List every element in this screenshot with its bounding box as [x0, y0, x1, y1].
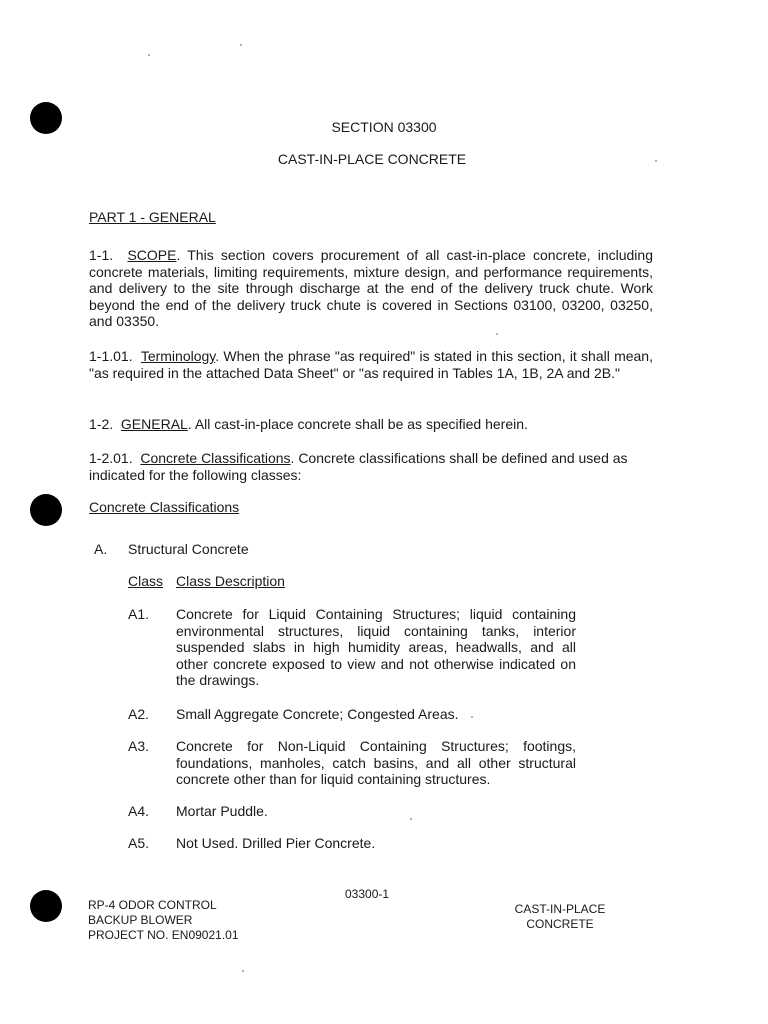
class-column-header: Class	[128, 573, 164, 589]
part-heading: PART 1 - GENERAL	[89, 209, 216, 225]
scan-speck	[496, 333, 498, 335]
class-description: Small Aggregate Concrete; Congested Areas.	[176, 706, 459, 722]
class-description: Not Used. Drilled Pier Concrete.	[176, 835, 376, 851]
footer-right	[505, 902, 615, 932]
class-code: A1.	[128, 606, 150, 622]
scan-speck	[242, 970, 244, 972]
paragraph-classifications	[89, 450, 653, 483]
paragraph-label: Concrete Classifications	[140, 450, 291, 466]
class-description: Mortar Puddle.	[176, 803, 268, 819]
paragraph-number: 1-2.	[89, 416, 114, 432]
footer-section-title-1: CAST-IN-PLACE	[514, 902, 606, 916]
class-code: A5.	[128, 835, 150, 851]
class-code: A3.	[128, 738, 150, 754]
scan-speck	[240, 44, 242, 46]
paragraph-label: GENERAL	[120, 416, 188, 432]
paragraph-label: SCOPE	[127, 247, 177, 263]
class-code: A4.	[128, 803, 150, 819]
binder-hole-bottom	[30, 890, 62, 922]
paragraph-text: . When the phrase "as required" is stated in this section, it shall mean, "as required in the attached Data Sheet" or "as required in Tables 1A, 1B, 2A and 2B."	[89, 348, 653, 381]
structural-letter: A.	[94, 541, 108, 557]
footer-left	[88, 898, 239, 943]
paragraph-number: 1-1.01.	[89, 348, 133, 364]
footer-project-sub: BACKUP BLOWER	[88, 913, 193, 927]
page-number: 03300-1	[345, 887, 390, 901]
paragraph-number: 1-2.01.	[89, 450, 133, 466]
paragraph-text: . This section covers procurement of all cast-in-place concrete, including concrete materials, limiting requirements, mixture design, and performance requirements, and delivery to the site through discharge at the end of the delivery truck chute. Work beyond the end of the delivery truck chute is covered in Sections 03100, 03200, 03250, and 03350.	[89, 247, 653, 329]
classifications-subheading: Concrete Classifications	[89, 499, 240, 515]
structural-title: Structural Concrete	[128, 541, 249, 557]
paragraph-label: Terminology	[140, 348, 216, 364]
paragraph-text: . All cast-in-place concrete shall be as specified herein.	[187, 416, 528, 432]
class-description-column-header: Class Description	[176, 573, 285, 589]
paragraph-text: . Concrete classifications shall be defined and used as indicated for the following classes:	[89, 450, 628, 483]
class-description: Concrete for Non-Liquid Containing Structures; footings, foundations, manholes, catch basins, and all other structural concrete other than for liquid containing structures.	[176, 738, 576, 787]
footer-project-number: PROJECT NO. EN09021.01	[88, 928, 239, 942]
paragraph-scope	[89, 247, 653, 330]
section-number: SECTION 03300	[331, 119, 437, 135]
binder-hole-middle	[30, 494, 62, 526]
class-code: A2.	[128, 706, 150, 722]
class-description: Concrete for Liquid Containing Structures; liquid containing environmental structures, liquid containing tanks, interior suspended slabs in high humidity areas, headwalls, and all other concrete exposed to view and not otherwise indicated on the drawings.	[176, 606, 576, 688]
footer-project-name: RP-4 ODOR CONTROL	[88, 898, 217, 912]
footer-section-title-2: CONCRETE	[526, 917, 594, 931]
paragraph-general	[89, 416, 653, 433]
paragraph-number: 1-1.	[89, 247, 114, 263]
scan-speck	[148, 54, 150, 56]
paragraph-terminology	[89, 348, 653, 381]
section-title: CAST-IN-PLACE CONCRETE	[277, 151, 467, 167]
